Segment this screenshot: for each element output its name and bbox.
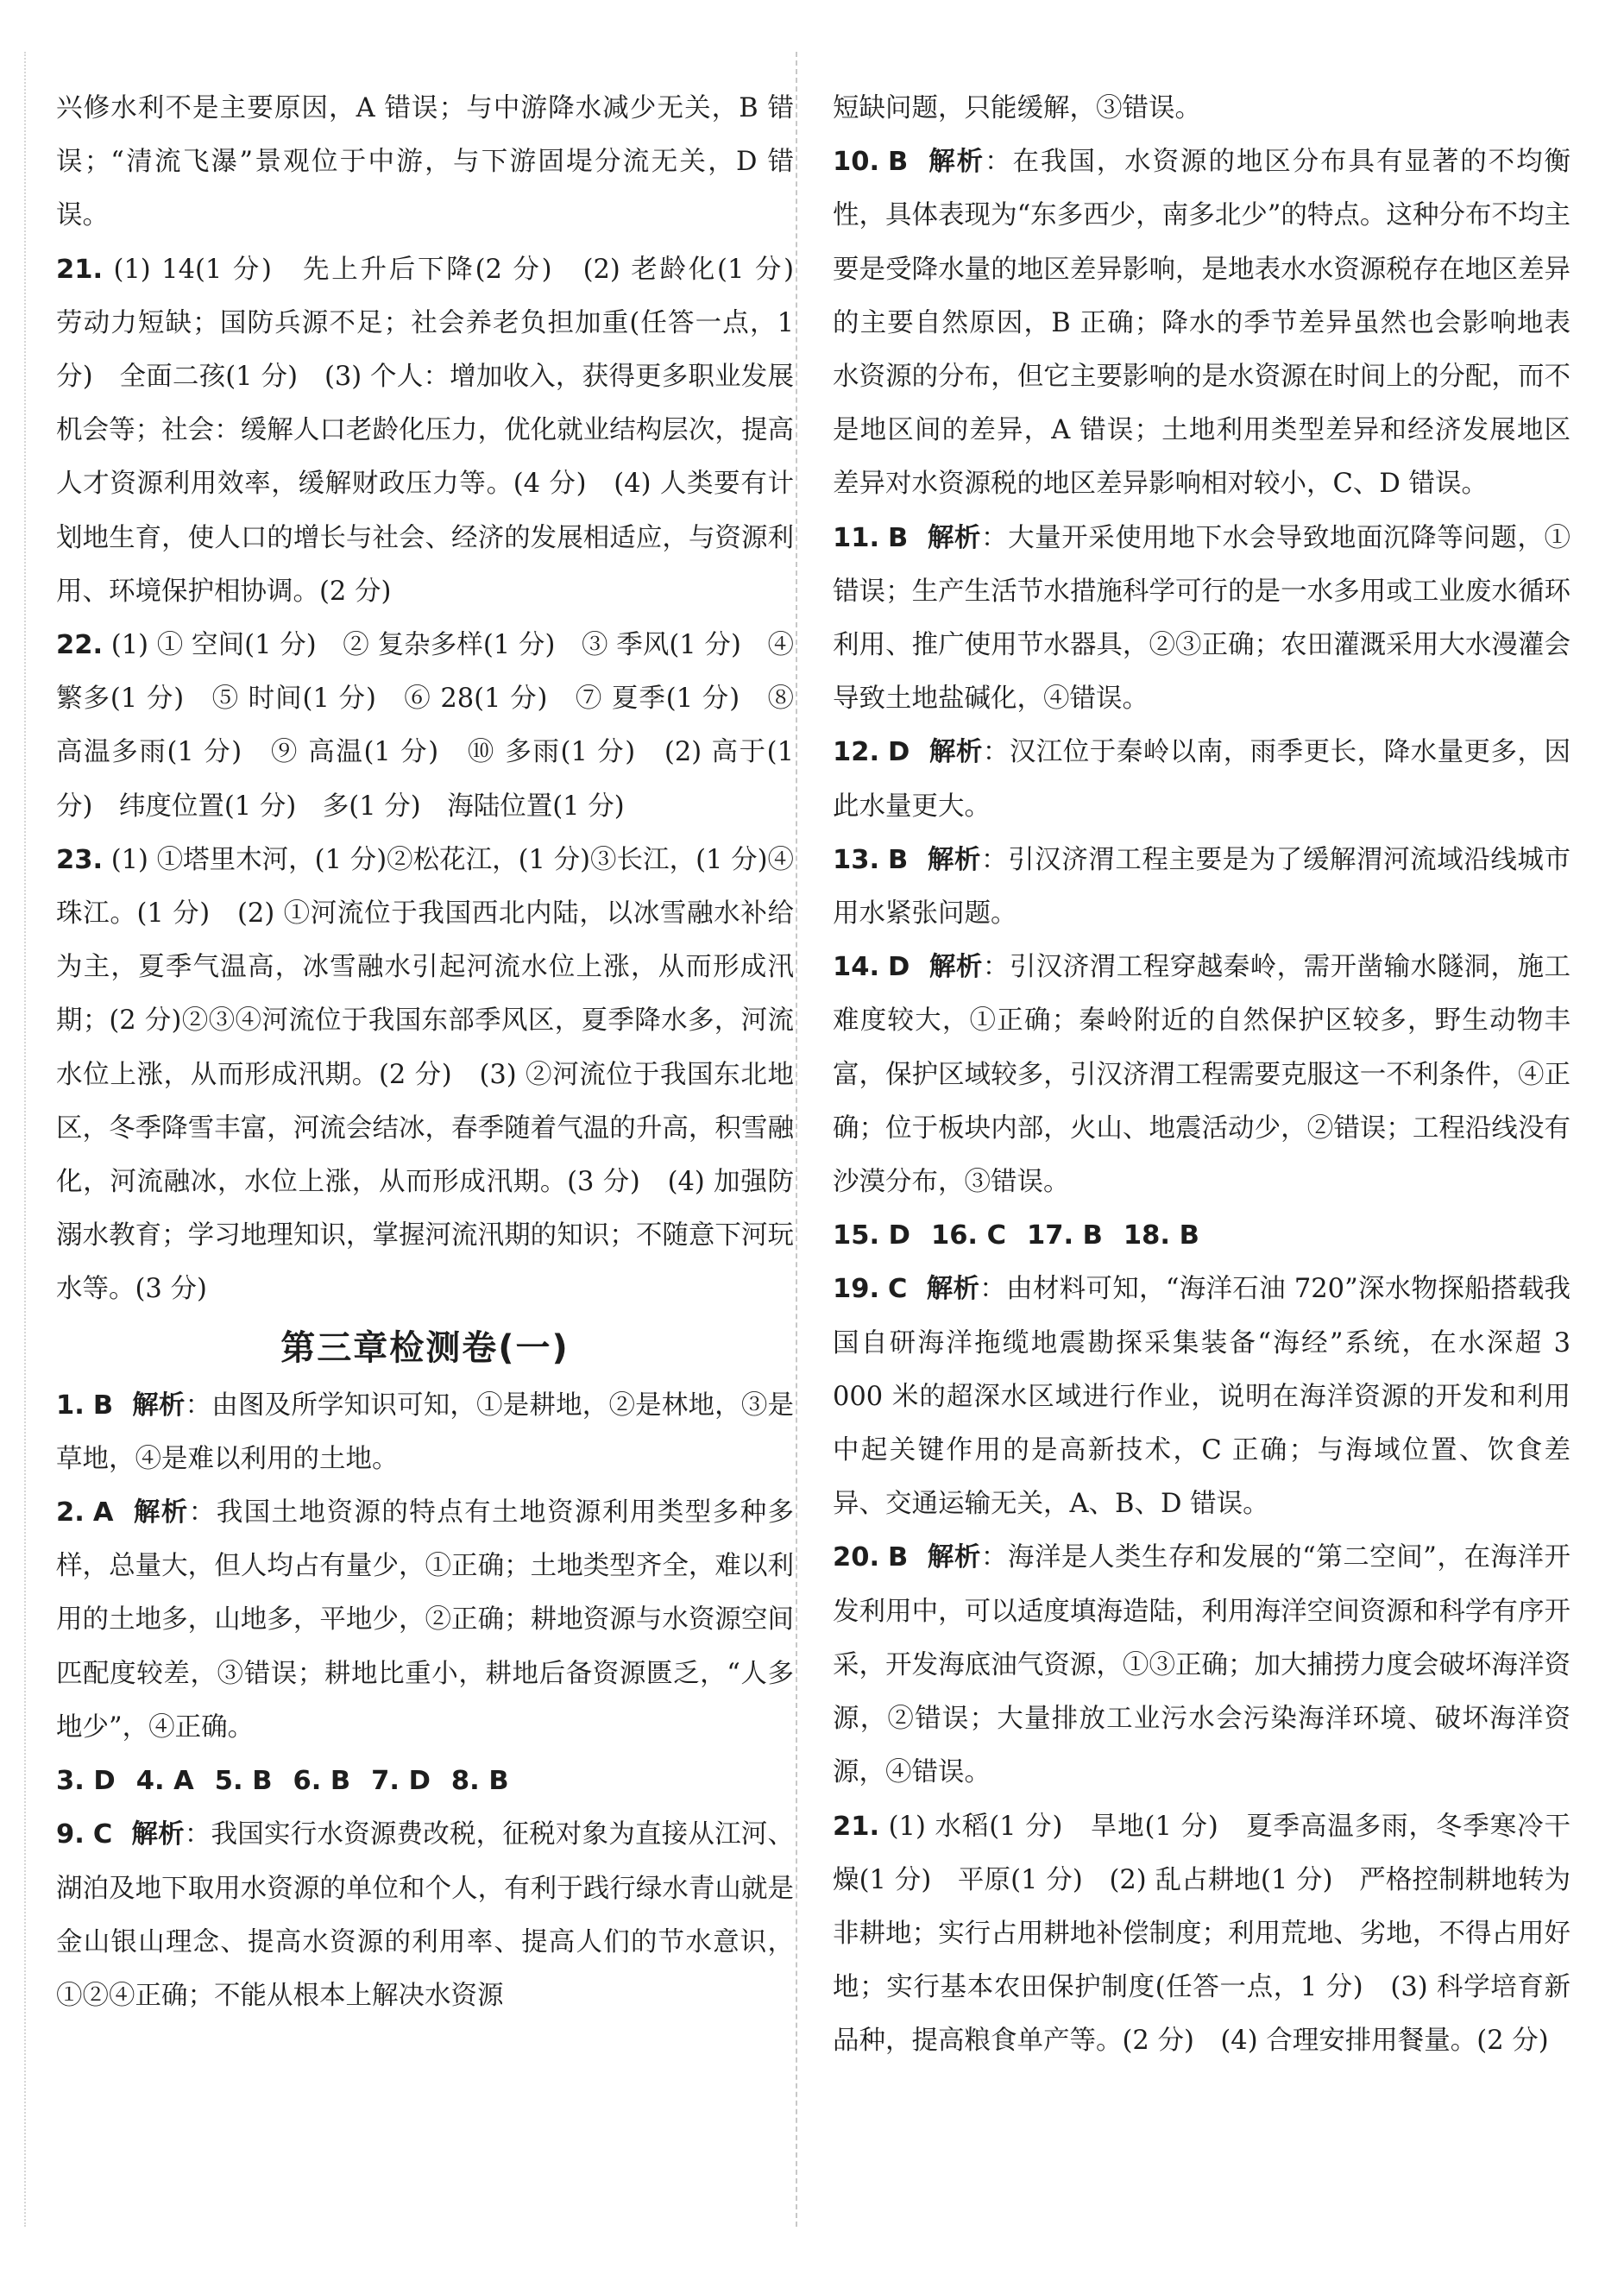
question-number: 9.: [56, 1819, 85, 1850]
answer-choice: A: [92, 1497, 114, 1528]
explanation-text: ：在我国，水资源的地区分布具有显著的不均衡性，具体表现为“东多西少，南多北少”的特点。这种分布不均主要是受降水量的地区差异影响，是地表水水资源税存在地区差异的主要自然原因，B 正确；降水的季节差异虽然也会影响地表水资源的分布，但它主要影响的是水资源在时间上的分配，而不是地区间的差异，A 错误；土地利用类型差异和经济发展地区差异对水资源税的地区差异影响相对较小，C、D 错误。: [833, 147, 1571, 500]
multiple-choice-row: [56, 1755, 794, 1808]
answer-item: [56, 1379, 794, 1486]
explanation-text: ：引汉济渭工程主要是为了缓解渭河流域沿线城市用水紧张问题。: [833, 844, 1571, 930]
answer-text: (1) ① 空间(1 分) ② 复杂多样(1 分) ③ 季风(1 分) ④ 繁多(1 分) ⑤ 时间(1 分) ⑥ 28(1 分) ⑦ 夏季(1 分) ⑧ 高温多雨(1 分) ⑨ 高温(1 分) ⑩ 多雨(1 分) (2) 高于(1 分) 纬度位置(1 分) 多(1 分) 海陆位置(1 分): [56, 630, 794, 822]
answer-item: [56, 1808, 794, 2023]
answer-choice: D: [888, 737, 910, 768]
explanation-text: ：由图及所学知识可知，①是耕地，②是林地，③是草地，④是难以利用的土地。: [56, 1390, 795, 1474]
mc-answer: 15. D: [833, 1220, 910, 1251]
explanation-text: ：我国实行水资源费改税，征税对象为直接从江河、湖泊及地下取用水资源的单位和个人，有利于践行绿水青山就是金山银山理念、提高水资源的利用率、提高人们的节水意识，①②④正确；不能从根本上解决水资源: [56, 1819, 795, 2011]
mc-answer: 17. B: [1027, 1220, 1103, 1251]
explanation-label: 解析: [928, 737, 983, 768]
mc-answer: 5. B: [214, 1766, 273, 1797]
mc-answer: 4. A: [135, 1766, 194, 1797]
question-number: 13.: [833, 844, 880, 875]
explanation-text: ：海洋是人类生存和发展的“第二空间”，在海洋开发利用中，可以适度填海造陆，利用海洋空间资源和科学有序开采，开发海底油气资源，①③正确；加大捕捞力度会破坏海洋资源，②错误；大量排放工业污水会污染海洋环境、破坏海洋资源，④错误。: [833, 1542, 1571, 1788]
question-number: 23.: [56, 844, 104, 875]
answer-item: [833, 136, 1570, 511]
left-column: [56, 82, 821, 2023]
answer-item: [833, 512, 1570, 727]
question-number: 14.: [833, 952, 880, 983]
multiple-choice-row: [833, 1209, 1570, 1263]
answer-item: [833, 1263, 1570, 1531]
answer-choice: C: [92, 1819, 113, 1850]
answer-text: (1) 14(1 分) 先上升后下降(2 分) (2) 老龄化(1 分) 劳动力短缺；国防兵源不足；社会养老负担加重(任答一点，1 分) 全面二孩(1 分) (3) 个人：增加收入，获得更多职业发展机会等；社会：缓解人口老龄化压力，优化就业结构层次，提高人才资源利用效率，缓解财政压力等。(4 分) (4) 人类要有计划地生育，使人口的增长与社会、经济的发展相适应，与资源利用、环境保护相协调。(2 分): [56, 254, 821, 607]
right-column: [833, 82, 1570, 2069]
explanation-text: ：引汉济渭工程穿越秦岭，需开凿输水隧洞，施工难度较大，①正确；秦岭附近的自然保护区较多，野生动物丰富，保护区域较多，引汉济渭工程需要克服这一不利条件，④正确；位于板块内部，火山、地震活动少，②错误；工程沿线没有沙漠分布，③错误。: [833, 952, 1571, 1198]
answer-item: [56, 243, 821, 619]
answer-choice: B: [888, 844, 909, 875]
answer-choice: C: [888, 1274, 908, 1305]
explanation-label: 解析: [926, 1274, 980, 1305]
question-number: 1.: [56, 1390, 85, 1421]
answer-item: [833, 1531, 1570, 1799]
question-number: 22.: [56, 630, 104, 661]
answer-item: [56, 619, 794, 834]
answer-item: [833, 726, 1570, 833]
answer-choice: D: [888, 952, 910, 983]
section-title: 第三章检测卷(一): [280, 1327, 570, 1368]
mc-answer: 8. B: [450, 1766, 509, 1797]
question-number: 21.: [56, 254, 104, 285]
answer-choice: B: [888, 522, 909, 553]
explanation-text: ：我国土地资源的特点有土地资源利用类型多种多样，总量大，但人均占有量少，①正确；土地类型齐全，难以利用的土地多，山地多，平地少，②正确；耕地资源与水资源空间匹配度较差，③错误；耕地比重小，耕地后备资源匮乏，“人多地少”，④正确。: [56, 1497, 795, 1743]
explanation-label: 解析: [132, 1390, 186, 1421]
mc-answer: 6. B: [293, 1766, 351, 1797]
question-number: 19.: [833, 1274, 880, 1305]
answer-item: [833, 1800, 1570, 2069]
binding-margin-line: [24, 52, 26, 2227]
question-number: 2.: [56, 1497, 85, 1528]
answer-item: [833, 941, 1570, 1209]
explanation-label: 解析: [927, 522, 981, 553]
answer-item: [56, 1486, 794, 1755]
continued-explanation: 短缺问题，只能缓解，③错误。: [833, 93, 1201, 123]
explanation-text: ：由材料可知，“海洋石油 720”深水物探船搭载我国自研海洋拖缆地震勘探采集装备“海经”系统，在水深超 3 000 米的超深水区域进行作业，说明在海洋资源的开发和利用中起关键作用的是高新技术，C 正确；与海域位置、饮食差异、交通运输无关，A、B、D 错误。: [833, 1274, 1570, 1520]
answer-text: (1) 水稻(1 分) 旱地(1 分) 夏季高温多雨，冬季寒冷干燥(1 分) 平原(1 分) (2) 乱占耕地(1 分) 严格控制耕地转为非耕地；实行占用耕地补偿制度；利用荒地、劣地，不得占用好地；实行基本农田保护制度(任答一点，1 分) (3) 科学培育新品种，提高粮食单产等。(2 分) (4) 合理安排用餐量。(2 分): [833, 1811, 1570, 2057]
answer-item: [833, 834, 1570, 941]
question-number: 20.: [833, 1542, 880, 1573]
question-number: 10.: [833, 147, 880, 178]
question-number: 11.: [833, 522, 880, 553]
mc-answer: 16. C: [930, 1220, 1007, 1251]
explanation-label: 解析: [927, 1542, 981, 1573]
explanation-label: 解析: [131, 1819, 185, 1850]
mc-answer: 3. D: [56, 1766, 116, 1797]
answer-item: [56, 834, 794, 1317]
answer-choice: B: [888, 147, 909, 178]
continued-explanation: 兴修水利不是主要原因，A 错误；与中游降水减少无关，B 错误；“清流飞瀑”景观位于中游，与下游固堤分流无关，D 错误。: [56, 93, 794, 231]
explanation-label: 解析: [927, 147, 985, 178]
explanation-text: ：汉江位于秦岭以南，雨季更长，降水量更多，因此水量更大。: [833, 737, 1571, 822]
mc-answer: 18. B: [1123, 1220, 1199, 1251]
explanation-text: ：大量开采使用地下水会导致地面沉降等问题，①错误；生产生活节水措施科学可行的是一水多用或工业废水循环利用、推广使用节水器具，②③正确；农田灌溉采用大水漫灌会导致土地盐碱化，④错误。: [833, 522, 1571, 715]
question-number: 21.: [833, 1811, 880, 1842]
answer-choice: B: [92, 1390, 114, 1421]
column-divider: [796, 52, 797, 2227]
answer-choice: B: [888, 1542, 909, 1573]
explanation-label: 解析: [928, 952, 983, 983]
question-number: 12.: [833, 737, 880, 768]
answer-text: (1) ①塔里木河，(1 分)②松花江，(1 分)③长江，(1 分)④珠江。(1 分) (2) ①河流位于我国西北内陆，以冰雪融水补给为主，夏季气温高，冰雪融水引起河流水位上涨，从而形成汛期；(2 分)②③④河流位于我国东部季风区，夏季降水多，河流水位上涨，从而形成汛期。(2 分) (3) ②河流位于我国东北地区，冬季降雪丰富，河流会结冰，春季随着气温的升高，积雪融化，河流融冰，水位上涨，从而形成汛期。(3 分) (4) 加强防溺水教育；学习地理知识，掌握河流汛期的知识；不随意下河玩水等。(3 分): [56, 844, 794, 1305]
explanation-label: 解析: [927, 844, 981, 875]
mc-answer: 7. D: [371, 1766, 431, 1797]
explanation-label: 解析: [132, 1497, 189, 1528]
